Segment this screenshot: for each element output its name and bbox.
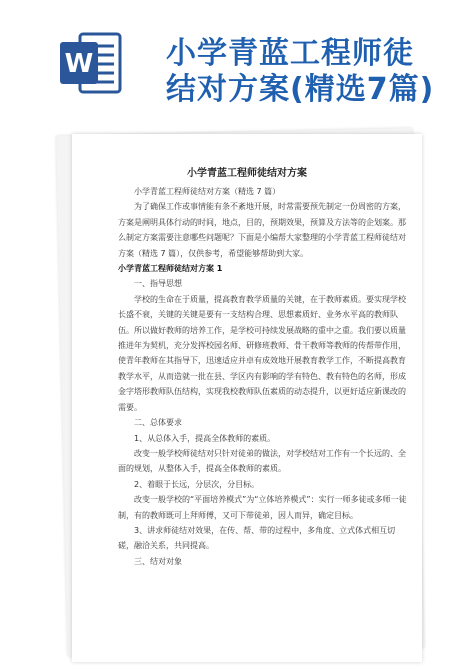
document-title: 小学青蓝工程师徒结对方案 [187, 168, 307, 179]
banner-title [166, 36, 466, 108]
title-banner [0, 0, 474, 122]
paragraph-guiding: 学校的生命在于质量，提高教育教学质量的关键，在于教师素质。要实现学校长盛不衰，关键的关键是要有一支结构合理、思想素质好、业务水平高的教师队伍。所以做好教师的培养工作，是学校可持续发展战略的重中之重。我们要以质量推进年为契机，充分发挥校园名师、研修班教师、骨干教师等教师的传帮带作用，使青年教师在其指导下，迅速适应并卓有成效地开展教育教学工作，不断提高教育教学水平，从而造就一批在县、学区内有影响的学有特色、教有特色的名师，形成金字塔形教师队伍结构，实现我校教师队伍素质的动态提升，以更好适应新课改的需要。 [118, 294, 406, 412]
section-heading: 小学青蓝工程师徒结对方案 1 [118, 264, 223, 274]
paragraph-heading-guiding: 一、指导思想 [134, 279, 182, 289]
banner-title-line1: 小学青蓝工程师徒 [166, 36, 414, 71]
banner-title-line2: 结对方案(精选7篇) [166, 72, 435, 107]
paragraph-item1-title: 1、从总体入手，提高全体教师的素质。 [134, 433, 276, 443]
paragraph-heading-requirements: 二、总体要求 [134, 418, 182, 428]
paragraph-heading-targets: 三、结对对象 [134, 556, 182, 566]
svg-text:W: W [64, 49, 94, 79]
document-body [118, 184, 408, 569]
paragraph-item2-body: 改变一般学校的“平面培养模式”为“立体培养模式”：实行一师多徒或多师一徒制，有的教师既可上拜师傅，又可下带徒弟，因人而异，确定目标。 [118, 495, 407, 520]
paragraph-intro: 为了确保工作或事情能有条不紊地开展，时常需要预先制定一份周密的方案，方案是阐明具体行动的时间，地点，目的，预期效果，预算及方法等的企划案。那么制定方案需要注意哪些问题呢？下面是小编帮大家整理的小学青蓝工程师徒结对方案（精选 7 篇），仅供参考，希望能够帮助到大家。 [118, 202, 406, 258]
paragraph-item1-body: 改变一般学校师徒结对只针对徒弟的做法，对学校结对工作有一个长远的、全面的规划，从整体入手，提高全体教师的素质。 [118, 448, 406, 474]
paragraph-item3: 3、讲求师徒结对效果，在传、帮、带的过程中，多角度、立式体式相互切磋，融洽关系，共同提高。 [118, 525, 396, 551]
word-document-icon [58, 30, 124, 96]
paragraph-subtitle: 小学青蓝工程师徒结对方案（精选 7 篇） [134, 187, 281, 196]
document-page [72, 134, 422, 662]
paragraph-item2-title: 2、着眼于长远，分层次，分目标。 [134, 479, 260, 489]
